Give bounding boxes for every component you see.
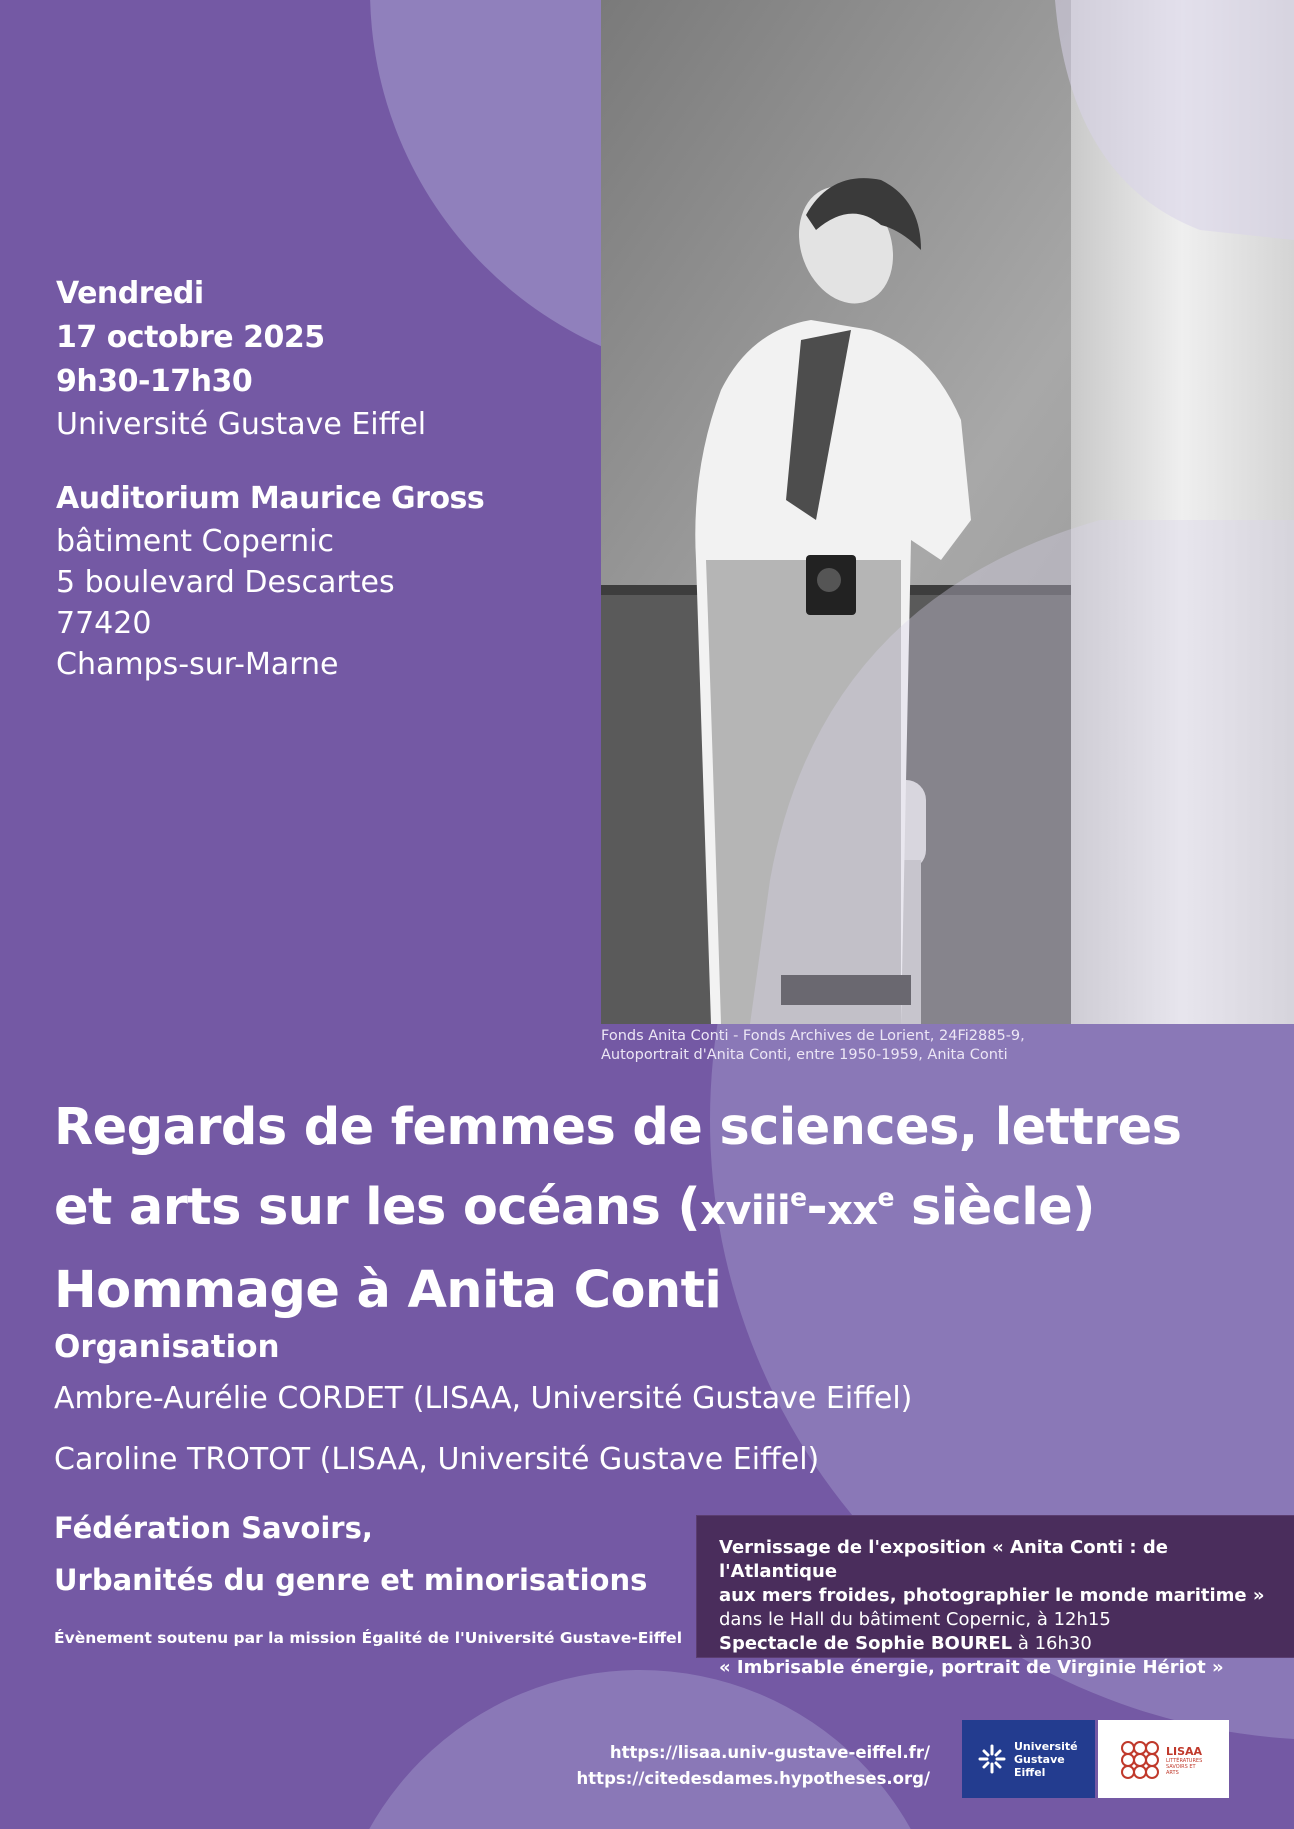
- title-line-2: et arts sur les océans ($xviii^e-xx^e$ siècle): [54, 1178, 1095, 1237]
- spectacle-line: Spectacle de Sophie BOUREL à 16h30: [719, 1633, 1092, 1654]
- link-citedesdames[interactable]: https://citedesdames.hypotheses.org/: [576, 1769, 930, 1788]
- lisaa-emblem-icon: [1120, 1740, 1160, 1780]
- photo-caption-line-1: Fonds Anita Conti - Fonds Archives de Lorient, 24Fi2885-9,: [601, 1028, 1025, 1044]
- venue-city: Champs-sur-Marne: [56, 647, 339, 682]
- photo-caption: [601, 1027, 1201, 1065]
- link-lisaa[interactable]: https://lisaa.univ-gustave-eiffel.fr/: [609, 1743, 930, 1762]
- support-note: Évènement soutenu par la mission Égalité de l'Université Gustave-Eiffel: [54, 1629, 683, 1647]
- uge-logo: [962, 1720, 1095, 1798]
- federation-line-2: Urbanités du genre et minorisations: [54, 1563, 648, 1597]
- vernissage-location: dans le Hall du bâtiment Copernic, à 12h15: [719, 1609, 1111, 1630]
- event-info: [56, 272, 536, 685]
- uge-logo-line-2: Gustave: [1014, 1753, 1065, 1766]
- uge-logo-line-3: Eiffel: [1014, 1766, 1046, 1779]
- lisaa-logo-sub-3: ARTS: [1166, 1770, 1179, 1776]
- organiser-1: Ambre-Aurélie CORDET (LISAA, Université Gustave Eiffel): [54, 1381, 913, 1416]
- organisation-heading: Organisation: [54, 1329, 280, 1365]
- spectacle-title: « Imbrisable énergie, portrait de Virginie Hériot »: [719, 1657, 1224, 1678]
- lisaa-logo-name: LISAA: [1166, 1745, 1203, 1758]
- event-time: 9h30-17h30: [56, 364, 253, 399]
- lisaa-logo-sub-1: LITTÉRATURES: [1166, 1758, 1203, 1764]
- title-line-3: Hommage à Anita Conti: [54, 1261, 722, 1320]
- photo-caption-line-2: Autoportrait d'Anita Conti, entre 1950-1959, Anita Conti: [601, 1047, 1008, 1063]
- event-title: [54, 1088, 1284, 1331]
- title-line-1: Regards de femmes de sciences, lettres: [54, 1098, 1182, 1157]
- venue-building: bâtiment Copernic: [56, 524, 334, 559]
- federation: [54, 1502, 647, 1606]
- lisaa-logo-sub-2: SAVOIRS ET: [1166, 1764, 1196, 1770]
- venue-postcode: 77420: [56, 606, 152, 641]
- side-events-box: [697, 1516, 1294, 1678]
- venue-name: Auditorium Maurice Gross: [56, 481, 485, 516]
- organiser-2: Caroline TROTOT (LISAA, Université Gustave Eiffel): [54, 1442, 820, 1477]
- lisaa-logo: [1098, 1720, 1229, 1798]
- event-day: Vendredi: [56, 276, 204, 311]
- vernissage-line-2: aux mers froides, photographier le monde maritime »: [719, 1585, 1265, 1606]
- links: [560, 1740, 930, 1792]
- event-date: 17 octobre 2025: [56, 320, 325, 355]
- uge-logo-line-1: Université: [1014, 1740, 1078, 1753]
- federation-line-1: Fédération Savoirs,: [54, 1511, 373, 1545]
- vernissage-line-1: Vernissage de l'exposition « Anita Conti : de l'Atlantique: [719, 1537, 1168, 1582]
- venue-street: 5 boulevard Descartes: [56, 565, 395, 600]
- event-university: Université Gustave Eiffel: [56, 407, 427, 442]
